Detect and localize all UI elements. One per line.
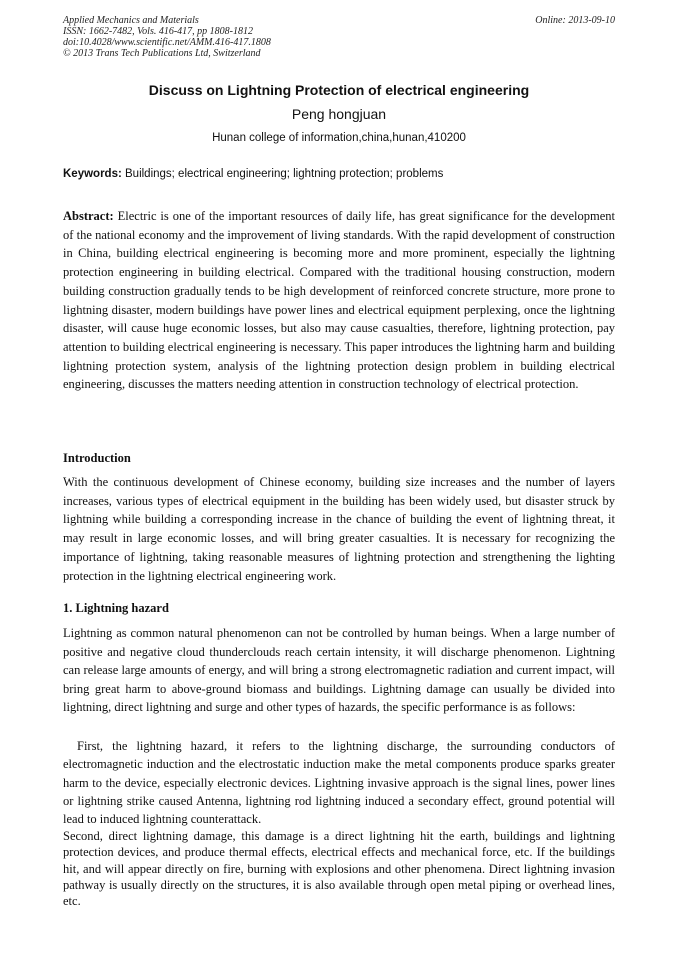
author-affiliation: Hunan college of information,china,hunan,410200 bbox=[212, 132, 466, 144]
section-heading-lightning-hazard: 1. Lightning hazard bbox=[63, 601, 169, 615]
paper-title: Discuss on Lightning Protection of electrical engineering bbox=[148, 82, 530, 98]
journal-name: Applied Mechanics and Materials bbox=[63, 15, 199, 26]
abstract-text: Electric is one of the important resources of daily life, has great significance for the development of the national economy and the improvement of living standards. With the rapid development of construction in China, building electrical engineering is becoming more and more prominent, especially the lightning protection engineering in building electrical. Compared with the traditional housing construction, modern building construction gradually tends to be high development of reinforced concrete structure, more prone to lightning disaster, modern buildings have power lines and electrical equipment perplexing, once the lightning disaster, will cause huge economic losses, but also may cause casualties, therefore, lightning protection, pay attention to building electrical engineering is necessary. This paper introduces the lightning harm and building lightning protection system, analysis of the lightning protection design problem in building electrical engineering, discusses the matters needing attention in construction technology of electrical protection. bbox=[63, 209, 615, 392]
journal-header bbox=[63, 15, 615, 59]
section-heading-introduction: Introduction bbox=[63, 451, 131, 465]
lightning-hazard-paragraph-3: Second, direct lightning damage, this damage is a direct lightning hit the earth, buildings and lightning protection devices, and produce thermal effects, electrical effects and mechanical force, etc. If the buildings hit, and will appear directly on fire, burning with explosions and other phenomena. Direct lightning invasion pathway is usually directly on the structures, it is also available through open metal piping or overhead lines, etc. bbox=[63, 829, 615, 909]
abstract bbox=[63, 207, 615, 394]
lightning-hazard-paragraph-2: First, the lightning hazard, it refers to the lightning discharge, the surrounding conductors of electromagnetic induction and the electrostatic induction make the metal components produce sparks greater harm to the device, especially electronic devices. Lightning invasive approach is the signal lines, power lines or lightning strike caused Antenna, lightning rod lightning induced a secondary effect, ground potential will lead to induced lightning counterattack. bbox=[63, 739, 615, 827]
keywords bbox=[63, 168, 615, 180]
online-date: Online: 2013-09-10 bbox=[535, 15, 615, 26]
copyright-line: © 2013 Trans Tech Publications Ltd, Switzerland bbox=[63, 48, 261, 59]
abstract-label: Abstract: bbox=[63, 209, 114, 223]
doi-line: doi:10.4028/www.scientific.net/AMM.416-417.1808 bbox=[63, 37, 271, 48]
keywords-label: Keywords: bbox=[63, 168, 122, 180]
issn-line: ISSN: 1662-7482, Vols. 416-417, pp 1808-1812 bbox=[63, 26, 253, 37]
introduction-paragraph: With the continuous development of Chinese economy, building size increases and the number of layers increases, various types of electrical equipment in the building has been widely used, but disaster struck by lightning while building a corresponding increase in the chance of building the event of lightning threat, it may result in large economic losses, and will bring greater casualties. It is necessary for recognizing the importance of lightning, taking reasonable measures of lightning protection and strengthening the lighting protection in the lightning electrical engineering work. bbox=[63, 475, 615, 583]
keywords-text: Buildings; electrical engineering; lightning protection; problems bbox=[125, 168, 444, 180]
lightning-hazard-paragraph-1: Lightning as common natural phenomenon can not be controlled by human beings. When a large number of positive and negative cloud thunderclouds reach certain intensity, it will discharge phenomenon. Lightning can release large amounts of energy, and will bring a strong electromagnetic radiation and current impact, will bring great harm to above-ground biomass and buildings. Lightning damage can usually be divided into lightning, direct lightning and surge and other types of hazards, the specific performance is as follows: bbox=[63, 626, 615, 714]
paper-author: Peng hongjuan bbox=[291, 106, 387, 122]
